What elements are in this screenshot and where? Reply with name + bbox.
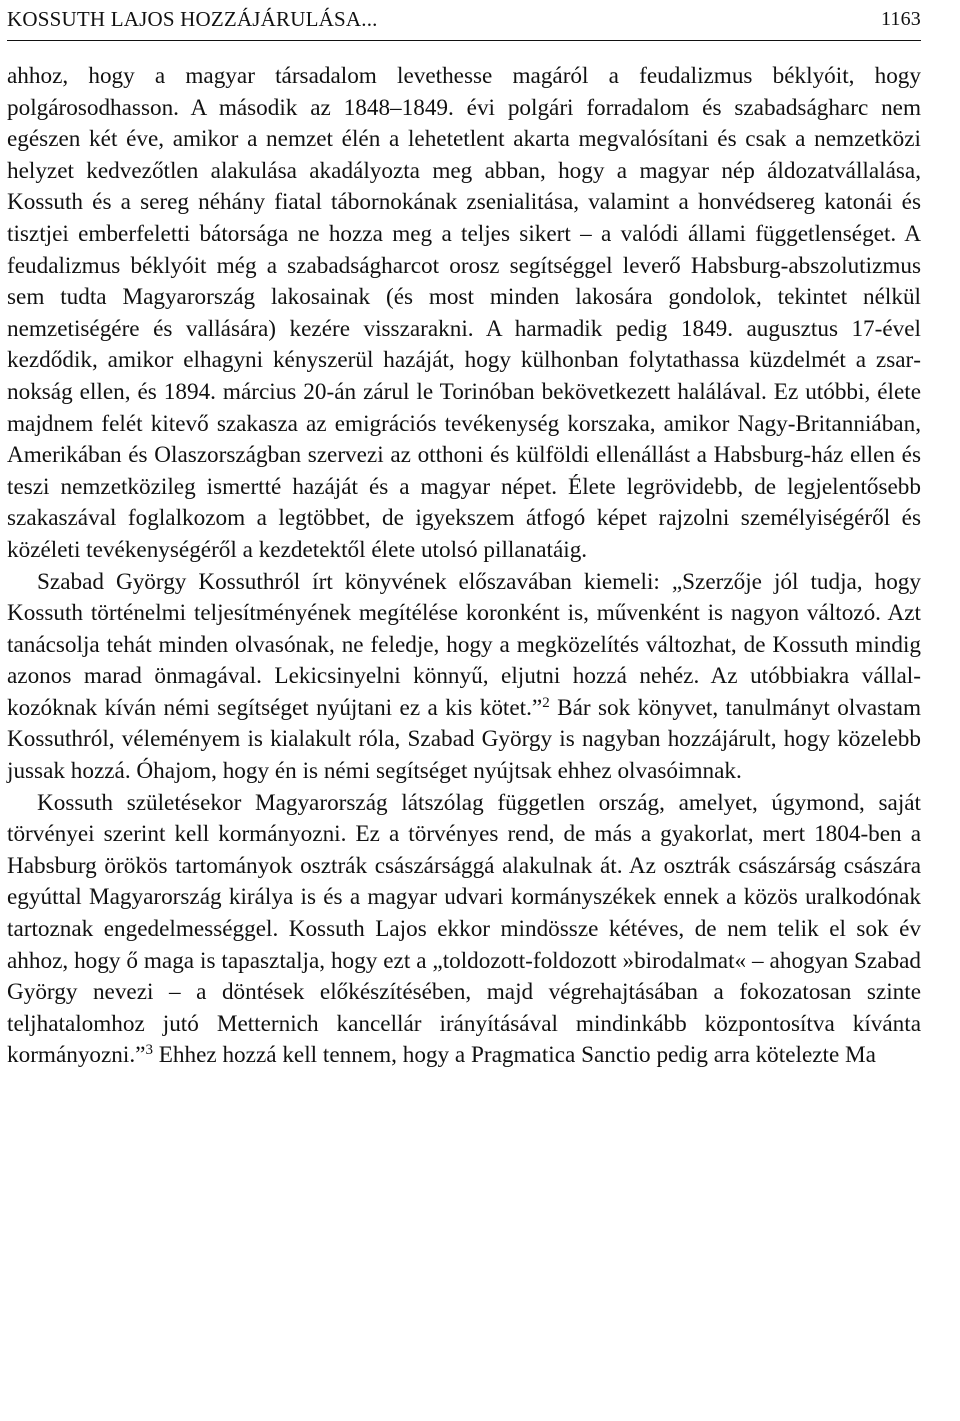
paragraph-1: [7, 61, 921, 567]
paragraph-2-text: Szabad György Kossuthról írt könyvének előszavában kiemeli: „Szerzője jól tudja, hogy Kossuth történelmi teljesítményének megítélése koronként is, művenként is nagyon változó. Azt tanácsolja tehát minden olvasónak, ne feledje, hogy a megközelítés változhat, de Kossuth mindig azonos marad önmagával. Lekicsinyelni könnyű, eljutni hozzá nehéz. Az utóbbiakra vállalkozóknak kíván némi segítséget nyújtani ez a kis kötet.”: [7, 568, 921, 721]
book-page: [7, 0, 921, 1072]
paragraph-3: [7, 788, 921, 1072]
paragraph-3-text: Kossuth születésekor Magyarország látszólag független ország, amelyet, úgymond, saját törvényei szerint kell kormányozni. Ez a törvényes rend, de más a gyakorlat, mert 1804-ben a Habsburg örökös tartományok osztrák császársággá alakulnak át. Az osztrák császárság császára egyúttal Magyarország királya is és a magyar udvari kormányszékek ennek a közös uralkodónak tartoznak engedelmességgel. Kossuth Lajos ekkor mindössze kétéves, de nem telik el sok év ahhoz, hogy ő maga is tapasztalja, hogy ezt a „toldozott-foldozott »birodalmat« – ahogyan Szabad György nevezi – a döntések előkészítésében, majd végrehajtásában a fokozatosan szinte teljhatalomhoz jutó Metternich kancellár irányításával mindinkább központosítva kívánta kormányozni.”: [7, 789, 921, 1069]
body-text: [7, 61, 921, 1072]
page-number: 1163: [880, 8, 921, 30]
paragraph-3-tail: Ehhez hozzá kell tennem, hogy a Pragmatica Sanctio pedig arra kötelezte Ma: [152, 1042, 876, 1069]
footnote-ref-3: 3: [145, 1042, 153, 1059]
footnote-ref-2: 2: [542, 694, 550, 711]
paragraph-1-text: ahhoz, hogy a magyar társadalom levethesse magáról a feudalizmus béklyóit, hogy polgárosodhasson. A második az 1848–1849. évi polgári forradalom és szabadságharc nem egészen két éve, amikor a nemzet élén a lehetetlent akarta megvalósítani és csak a nemzetközi helyzet kedvezőtlen alakulása akadályozta meg abban, hogy a magyar nép áldozatvállalása, Kossuth és a sereg néhány fiatal tábornokának zsenialitása, valamint a honvédsereg katonái és tisztjei emberfeletti bátorsága ne hozza meg a teljes sikert – a valódi állami függetlenséget. A feudalizmus béklyóit még a szabadságharcot orosz segítséggel leverő Habsburg-abszolutizmus sem tudta Magyarország lakosainak (és most minden lakosára gondolok, tekintet nélkül nemzetiségére és vallására) kezére visszarakni. A harmadik pedig 1849. augusztus 17-ével kezdődik, amikor elhagyni kényszerül hazáját, hogy külhonban folytathassa küzdelmét a zsarnokság ellen, és 1894. március 20-án zárul le Torinóban bekövetkezett halálával. Ez utóbbi, élete majdnem felét kitevő szakasza az emigrációs tevékenység korszaka, amikor Nagy-Britanniában, Amerikában és Olaszországban szervezi az otthoni és külföldi ellenállást a Habsburg-ház ellen és teszi nemzetközileg ismertté hazáját és a magyar népet. Élete legrövidebb, de legjelentősebb szakaszával foglalkozom a legtöbbet, de igyekszem átfogó képet rajzolni személyiségéről és közéleti tevékenységéről a kezdetektől élete utolsó pillanatáig.: [7, 63, 921, 563]
paragraph-2-tail: Bár sok könyvet, tanulmányt olvastam Kossuthról, véleményem is kialakult róla, Szabad György is nagyban hozzájárult, hogy közelebb jussak hozzá. Óhajom, hogy én is némi segítséget nyújtsak ehhez olvasóimnak.: [7, 694, 921, 785]
running-head-title: KOSSUTH LAJOS HOZZÁJÁRULÁSA...: [7, 7, 378, 31]
paragraph-2: [7, 567, 921, 788]
running-header: [7, 0, 921, 41]
